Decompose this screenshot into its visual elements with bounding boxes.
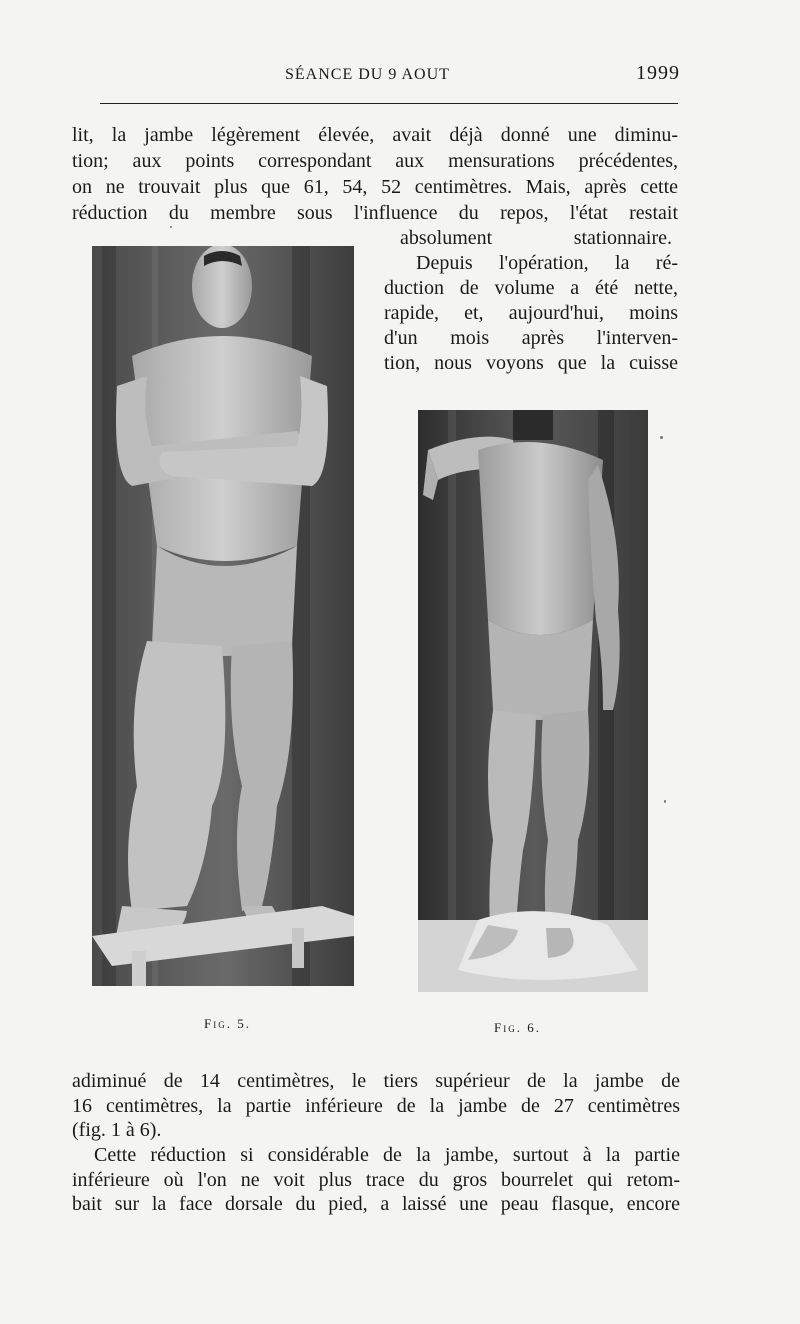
text-line: Depuis l'opération, la ré- [416,252,678,274]
figure-5-photo [92,246,354,986]
text-line: rapide, et, aujourd'hui, moins [384,302,678,324]
text-line: absolument stationnaire. [400,227,672,249]
figure-5-caption: Fig. 5. [204,1016,251,1031]
text-line: on ne trouvait plus que 61, 54, 52 centimètres. Mais, après cette [72,176,678,198]
figure-6-photo [418,410,648,992]
text-line: tion, nous voyons que la cuisse [384,352,678,374]
text-line: d'un mois après l'interven- [384,327,678,349]
paper-speck [170,226,172,228]
text-line: tion; aux points correspondant aux mensurations précédentes, [72,150,678,172]
text-line: adiminué de 14 centimètres, le tiers supérieur de la jambe de [72,1070,680,1092]
paper-speck [660,436,663,439]
running-header [70,62,680,92]
header-rule [100,103,678,104]
header-title: SÉANCE DU 9 AOUT [285,66,450,83]
text-line: (fig. 1 à 6). [72,1119,162,1141]
page-number: 1999 [636,62,680,84]
text-line: bait sur la face dorsale du pied, a laissé une peau flasque, encore [72,1193,680,1215]
text-line: duction de volume a été nette, [384,277,678,299]
text-line: réduction du membre sous l'influence du repos, l'état restait [72,202,678,224]
text-line: 16 centimètres, la partie inférieure de la jambe de 27 centimètres [72,1095,680,1117]
figure-6-caption: Fig. 6. [494,1020,541,1035]
paper-speck [664,800,666,803]
text-line: lit, la jambe légèrement élevée, avait déjà donné une diminu- [72,124,678,146]
text-line: inférieure où l'on ne voit plus trace du gros bourrelet qui retom- [72,1169,680,1191]
text-line: Cette réduction si considérable de la jambe, surtout à la partie [94,1144,680,1166]
